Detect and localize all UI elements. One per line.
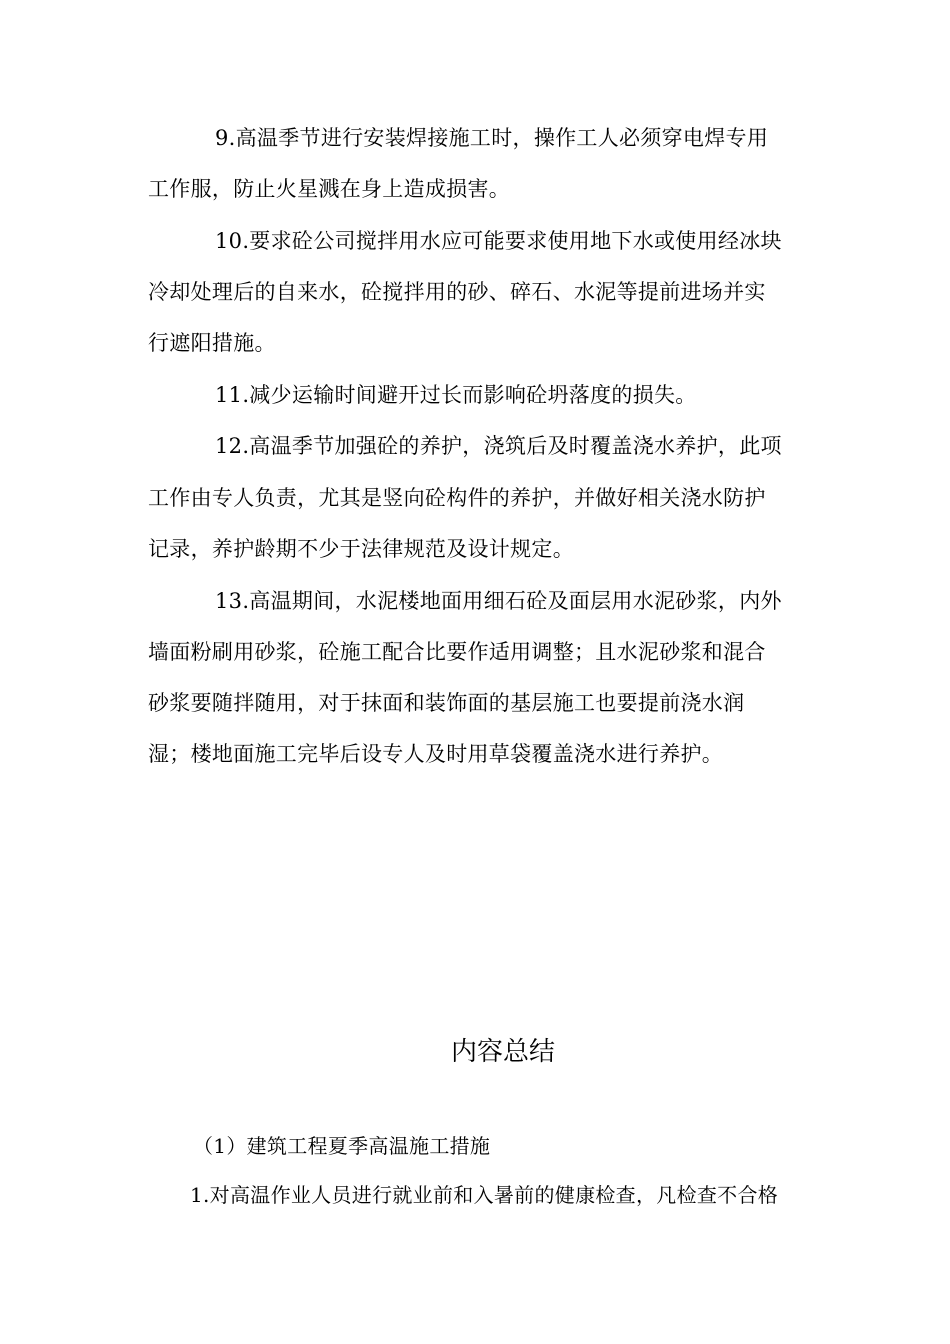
paragraph-9-line-2: 工作服，防止火星溅在身上造成损害。 bbox=[148, 177, 511, 201]
paragraph-12-line-1: 12.高温季节加强砼的养护，浇筑后及时覆盖浇水养护，此项 bbox=[215, 434, 782, 458]
paragraph-12-line-2: 工作由专人负责，尤其是竖向砼构件的养护，并做好相关浇水防护 bbox=[148, 486, 766, 510]
summary-title: 内容总结 bbox=[450, 1037, 555, 1067]
summary-first-line: 1.对高温作业人员进行就业前和入暑前的健康检查，凡检查不合格 bbox=[190, 1183, 779, 1207]
paragraph-10-line-3: 行遮阳措施。 bbox=[148, 331, 276, 355]
paragraph-11-line-1: 11.减少运输时间避开过长而影响砼坍落度的损失。 bbox=[215, 383, 697, 407]
summary-subheading: （1）建筑工程夏季高温施工措施 bbox=[193, 1134, 491, 1158]
paragraph-12-line-3: 记录，养护龄期不少于法律规范及设计规定。 bbox=[148, 537, 574, 561]
paragraph-13-line-2: 墙面粉刷用砂浆，砼施工配合比要作适用调整；且水泥砂浆和混合 bbox=[148, 640, 766, 664]
paragraph-13-line-4: 湿；楼地面施工完毕后设专人及时用草袋覆盖浇水进行养护。 bbox=[148, 742, 724, 766]
paragraph-10-line-2: 冷却处理后的自来水，砼搅拌用的砂、碎石、水泥等提前进场并实 bbox=[148, 280, 766, 304]
paragraph-13-line-3: 砂浆要随拌随用，对于抹面和装饰面的基层施工也要提前浇水润 bbox=[148, 691, 745, 715]
paragraph-10-line-1: 10.要求砼公司搅拌用水应可能要求使用地下水或使用经冰块 bbox=[215, 229, 782, 253]
paragraph-13-line-1: 13.高温期间，水泥楼地面用细石砼及面层用水泥砂浆，内外 bbox=[215, 589, 782, 613]
paragraph-9-line-1: 9.高温季节进行安装焊接施工时，操作工人必须穿电焊专用 bbox=[215, 126, 769, 150]
